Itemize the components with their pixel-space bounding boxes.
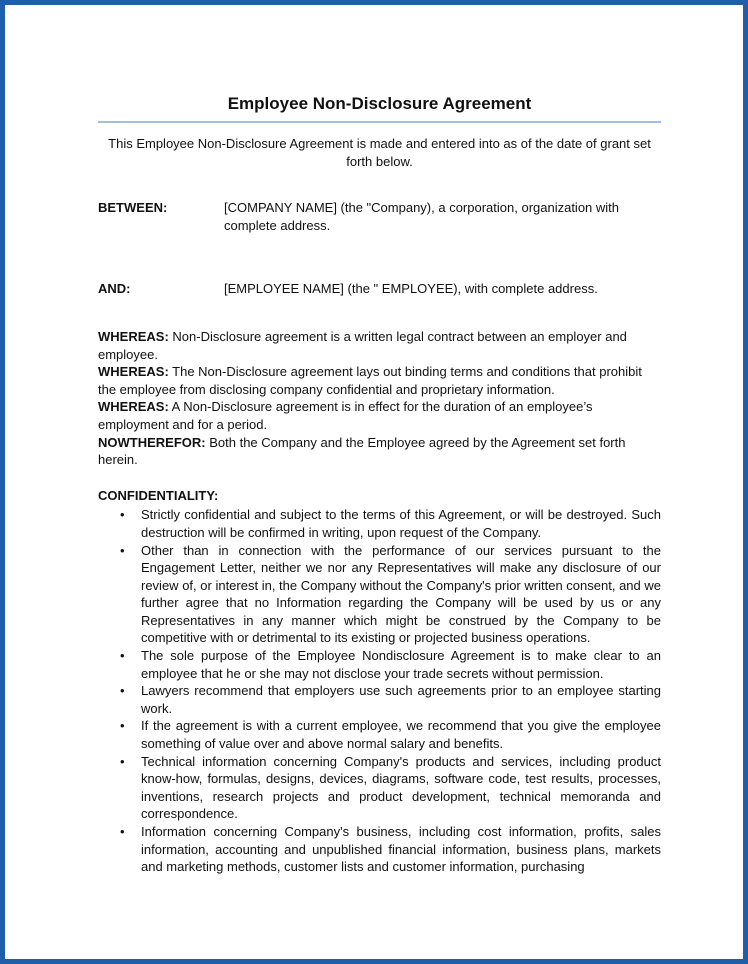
bullet-icon: • <box>120 507 125 523</box>
list-item-text: Technical information concerning Company's products and services, including product know-how, formulas, designs, devices, diagrams, software code, test results, processes, inventions, research projects and product development, technical memoranda and correspondence. <box>141 753 661 822</box>
list-item <box>98 542 661 648</box>
list-item-text: Information concerning Company's business, including cost information, profits, sales information, accounting and unpublished financial information, business plans, markets and marketing methods, customer lists and customer information, purchasing <box>141 824 661 875</box>
list-item <box>98 717 661 752</box>
list-item-text: Strictly confidential and subject to the terms of this Agreement, or will be destroyed. Such destruction will be confirmed in writing, upon request of the Company. <box>141 507 661 540</box>
confidentiality-heading: CONFIDENTIALITY: <box>98 487 219 503</box>
recital <box>98 434 661 469</box>
recital <box>98 363 661 398</box>
bullet-icon: • <box>120 718 125 734</box>
party-between <box>98 199 661 234</box>
recital-label: NOWTHEREFOR: <box>98 434 206 450</box>
bullet-icon: • <box>120 824 125 839</box>
title-divider <box>98 121 661 123</box>
document-page <box>98 93 661 876</box>
recital-label: WHEREAS: <box>98 399 169 415</box>
party-text: [EMPLOYEE NAME] (the " EMPLOYEE), with complete address. <box>224 281 598 297</box>
recitals <box>98 328 661 469</box>
party-and <box>98 280 661 298</box>
list-item <box>98 753 661 823</box>
bullet-icon: • <box>120 683 125 699</box>
list-item <box>98 506 661 541</box>
recital <box>98 328 661 363</box>
party-label: AND: <box>98 281 131 297</box>
intro-paragraph: This Employee Non-Disclosure Agreement is made and entered into as of the date of grant set forth below. <box>108 136 651 169</box>
recital <box>98 398 661 433</box>
list-item-text: If the agreement is with a current employee, we recommend that you give the employee something of value over and above normal salary and benefits. <box>141 718 661 752</box>
party-label: BETWEEN: <box>98 200 168 216</box>
recital-text: The Non-Disclosure agreement lays out binding terms and conditions that prohibit the employee from disclosing company confidential and proprietary information. <box>98 364 642 397</box>
confidentiality-list <box>98 506 661 875</box>
list-item <box>98 647 661 682</box>
bullet-icon: • <box>120 753 125 769</box>
bullet-icon: • <box>120 648 125 664</box>
recital-text: Both the Company and the Employee agreed by the Agreement set forth herein. <box>98 434 626 468</box>
recital-text: Non-Disclosure agreement is a written legal contract between an employer and employee. <box>98 328 627 362</box>
list-item-text: The sole purpose of the Employee Nondisclosure Agreement is to make clear to an employee that he or she may not disclose your trade secrets without permission. <box>141 648 661 681</box>
recital-label: WHEREAS: <box>98 328 169 344</box>
list-item-text: Lawyers recommend that employers use such agreements prior to an employee starting work. <box>141 683 661 716</box>
bullet-icon: • <box>120 542 125 558</box>
recital-text: A Non-Disclosure agreement is in effect for the duration of an employee’s employment and for a period. <box>98 399 593 432</box>
recital-label: WHEREAS: <box>98 364 169 380</box>
document-title: Employee Non-Disclosure Agreement <box>227 94 532 113</box>
list-item <box>98 682 661 717</box>
list-item-text: Other than in connection with the performance of our services pursuant to the Engagement Letter, neither we nor any Representatives will make any disclosure of our review of, or interest in, the Company without the Company's prior written consent, and we further agree that no Information regarding the Company will be used by us or any Representatives in any manner which might be construed by the Company to be competitive with or detrimental to its existing or projected business operations. <box>141 542 661 646</box>
party-text: [COMPANY NAME] (the "Company), a corporation, organization with complete address. <box>224 200 620 233</box>
list-item <box>98 823 661 876</box>
